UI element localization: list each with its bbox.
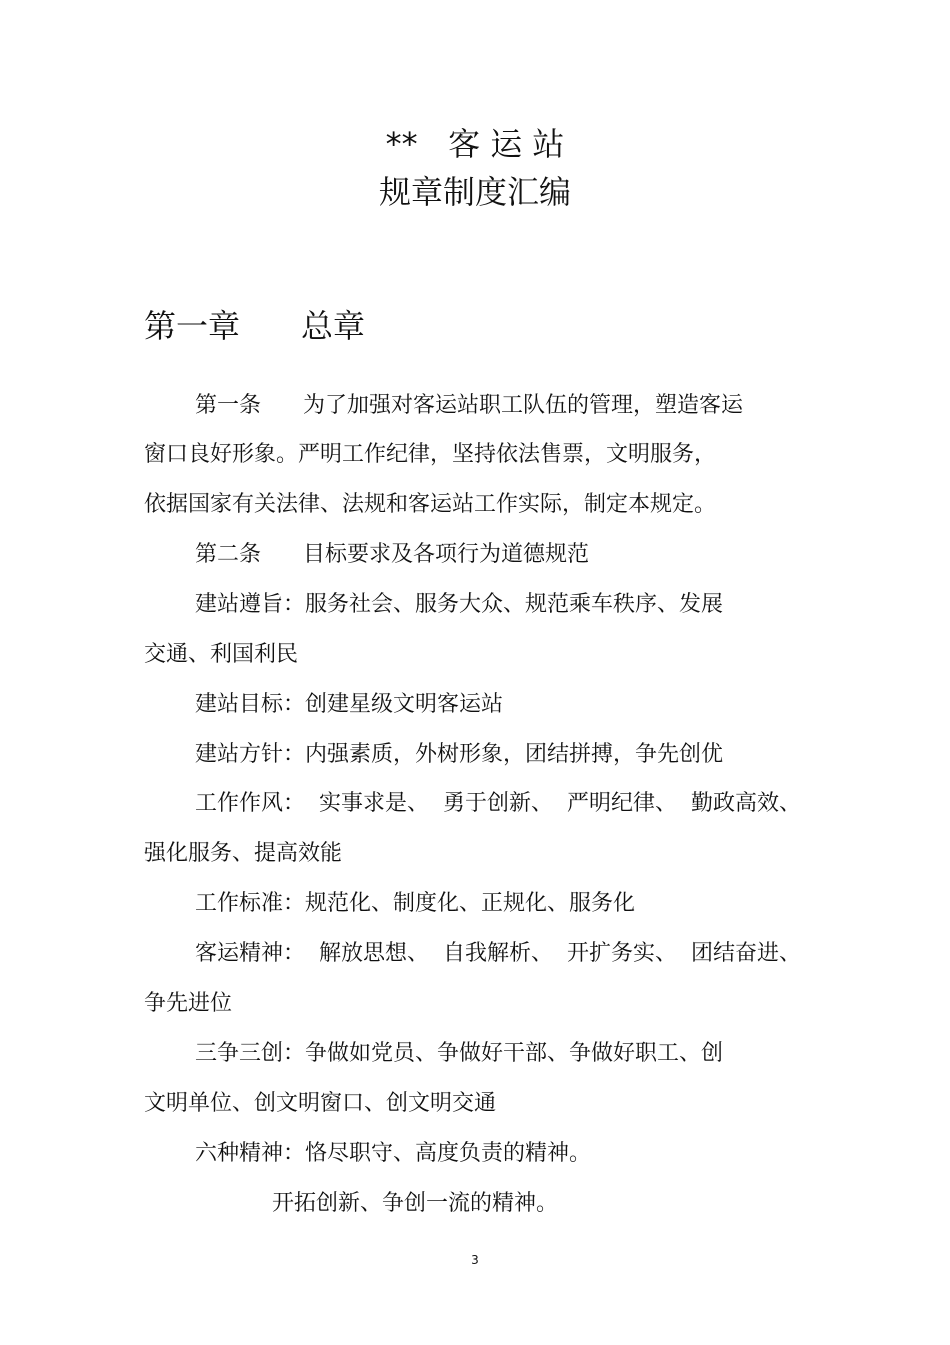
article-1-line-2: 窗口良好形象。严明工作纪律，坚持依法售票，文明服务， xyxy=(144,442,717,467)
purpose-line-2: 交通、利国利民 xyxy=(144,642,299,667)
three-strive-line-2: 文明单位、创文明窗口、创文明交通 xyxy=(144,1091,497,1116)
spirit-line-1: 客运精神： 解放思想、 自我解析、 开扩务实、 团结奋进、 xyxy=(195,941,801,966)
purpose-line-1: 建站遵旨：服务社会、服务大众、规范乘车秩序、发展 xyxy=(195,592,724,617)
document-title: ** 客 运 站 xyxy=(385,125,565,163)
work-style-line-2: 强化服务、提高效能 xyxy=(144,841,343,866)
three-strive-line-1: 三争三创：争做如党员、争做好干部、争做好职工、创 xyxy=(195,1041,724,1066)
six-spirits-line-1: 六种精神：恪尽职守、高度负责的精神。 xyxy=(195,1141,592,1166)
document-subtitle: 规章制度汇编 xyxy=(378,173,571,211)
page-number: 3 xyxy=(471,1253,479,1267)
six-spirits-line-2: 开拓创新、争创一流的精神。 xyxy=(272,1191,559,1216)
goal-line: 建站目标：创建星级文明客运站 xyxy=(195,692,504,717)
article-2-heading: 第二条 目标要求及各项行为道德规范 xyxy=(195,542,589,567)
spirit-line-2: 争先进位 xyxy=(144,991,233,1016)
work-standard-line: 工作标准：规范化、制度化、正规化、服务化 xyxy=(195,891,636,916)
chapter-heading: 第一章 总章 xyxy=(144,307,366,345)
work-style-line-1: 工作作风： 实事求是、 勇于创新、 严明纪律、 勤政高效、 xyxy=(195,791,801,816)
article-1-line-1: 第一条 为了加强对客运站职工队伍的管理，塑造客运 xyxy=(195,393,743,418)
policy-line: 建站方针：内强素质，外树形象，团结拼搏，争先创优 xyxy=(195,742,724,767)
article-1-line-3: 依据国家有关法律、法规和客运站工作实际，制定本规定。 xyxy=(144,492,717,517)
